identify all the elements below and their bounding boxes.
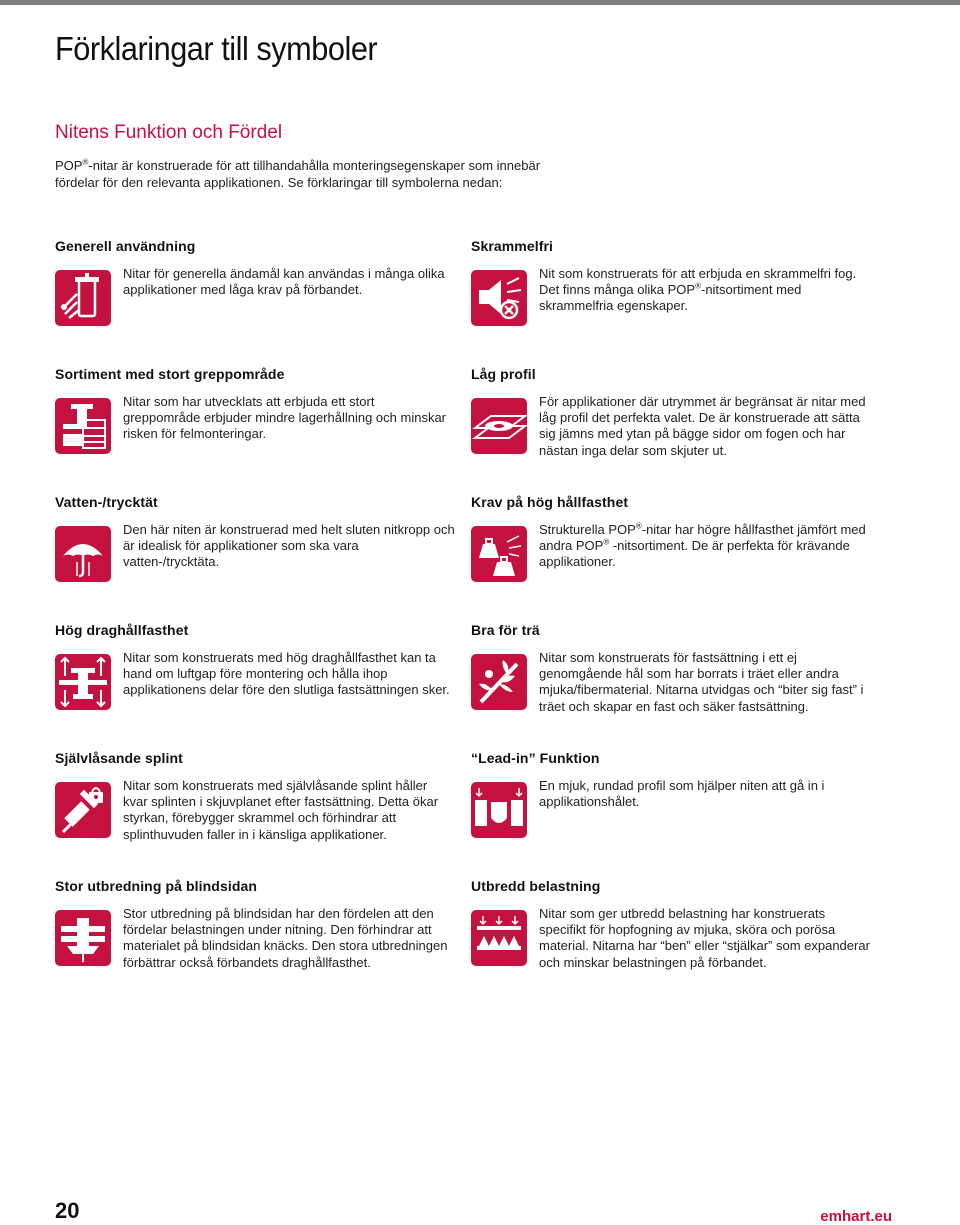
symbol-good-for-wood: [471, 620, 871, 715]
symbol-blind-side-footprint: [55, 876, 455, 971]
symbol-heading: Låg profil: [471, 366, 536, 382]
umbrella-icon: [55, 526, 111, 582]
intro-line-1: -nitar är konstruerade för att tillhandahålla monteringsegenskaper som innebär: [88, 158, 541, 173]
section-title: Nitens Funktion och Fördel: [55, 122, 283, 143]
symbol-heading: Sortiment med stort greppområde: [55, 366, 285, 382]
lead-in-icon: [471, 782, 527, 838]
symbol-lead-in: [471, 748, 871, 834]
symbol-grip-range: [55, 364, 455, 450]
symbol-heading: Vatten-/trycktät: [55, 494, 158, 510]
symbol-high-strength: [471, 492, 871, 578]
page-title: Förklaringar till symboler: [55, 30, 378, 67]
symbol-heading: “Lead-in” Funktion: [471, 750, 600, 766]
symbol-description: Nitar som konstruerats med självlåsande splint håller kvar splinten i skjuvplanet efter fastsättning. Detta ökar styrkan, förebygger skrammel och förhindrar att splinthuvuden faller in i känsliga applikationer.: [123, 778, 439, 842]
symbol-heading: Bra för trä: [471, 622, 540, 638]
symbol-description: Strukturella POP®-nitar har högre hållfasthet jämfört med andra POP® -nitsortiment. De är perfekta för krävande applikationer.: [539, 521, 866, 570]
symbol-description: Nitar för generella ändamål kan användas i många olika applikationer med låga krav på förbandet.: [123, 266, 445, 298]
symbol-heading: Generell användning: [55, 238, 196, 254]
symbol-heading: Stor utbredning på blindsidan: [55, 878, 258, 894]
speaker-mute-icon: [471, 270, 527, 326]
symbol-rattle-free: [471, 236, 871, 322]
symbol-heading: Skrammelfri: [471, 238, 554, 254]
symbol-description: Den här niten är konstruerad med helt sluten nitkropp och är idealisk för applikationer som ska vara vatten-/trycktäta.: [123, 522, 455, 570]
symbol-description: Nitar som har utvecklats att erbjuda ett stort greppområde erbjuder mindre lagerhållning och minskar risken för felmonteringar.: [123, 394, 447, 442]
page-number: 20: [55, 1198, 80, 1223]
symbol-heading: Hög draghållfasthet: [55, 622, 189, 638]
symbol-low-profile: [471, 364, 871, 459]
symbol-heading: Självlåsande splint: [55, 750, 183, 766]
top-rule: [0, 0, 960, 5]
intro-line-2: fördelar för den relevanta applikationen. Se förklaringar till symbolerna nedan:: [55, 175, 503, 190]
symbol-description: Nit som konstruerats för att erbjuda en skrammelfri fog. Det finns många olika POP®-nitsortiment med skrammelfria egenskaper.: [539, 266, 857, 314]
weights-icon: [471, 526, 527, 582]
symbol-heading: Utbredd belastning: [471, 878, 601, 894]
tensile-strength-icon: [55, 654, 111, 710]
blind-side-footprint-icon: [55, 910, 111, 966]
symbol-description: Nitar som ger utbredd belastning har konstruerats specifikt för hopfogning av mjuka, sköra och porösa material. Nitarna har “ben” eller “stjälkar” som expanderar och minskar belastningen på förbandet.: [539, 906, 870, 970]
symbol-watertight: [55, 492, 455, 578]
symbol-description: För applikationer där utrymmet är begränsat är nitar med låg profil det perfekta valet. De är konstruerade att sätta sig jämns med ytan på bägge sidor om fogen och har nästan inga delar som skjuter ut.: [539, 394, 866, 458]
symbol-description: Nitar som konstruerats med hög draghållfasthet kan ta hand om luftgap före montering och hålla ihop applikationens delar före den slutliga fastsättningen sker.: [123, 650, 450, 698]
symbol-description: Stor utbredning på blindsidan har den fördelen att den fördelar belastningen under nitning. Den förhindrar att materialet på blindsidan knäcks. Den stora utbredningen förbättrar också förbandets draghållfasthet.: [123, 906, 448, 970]
symbol-description: Nitar som konstruerats för fastsättning i ett ej genomgående hål som har borrats i träet eller andra mjuka/fibermaterial. Nitarna utvidgas och “biter sig fast” i träet och skapar en fast och säker fastsättning.: [539, 650, 864, 714]
symbol-load-spread: [471, 876, 871, 971]
symbol-description: En mjuk, rundad profil som hjälper niten att gå in i applikationshålet.: [539, 778, 825, 810]
symbol-heading: Krav på hög hållfasthet: [471, 494, 629, 510]
intro-brand: POP: [55, 158, 83, 173]
symbol-self-locking-pin: [55, 748, 455, 843]
load-spread-icon: [471, 910, 527, 966]
tools-icon: [55, 270, 111, 326]
wood-branch-icon: [471, 654, 527, 710]
website-link[interactable]: emhart.eu: [820, 1208, 892, 1225]
symbol-general-use: [55, 236, 455, 322]
self-locking-pin-icon: [55, 782, 111, 838]
low-profile-icon: [471, 398, 527, 454]
registered-mark: ®: [82, 157, 89, 167]
symbol-tensile-strength: [55, 620, 455, 706]
grip-range-icon: [55, 398, 111, 454]
intro-paragraph: [55, 157, 655, 191]
